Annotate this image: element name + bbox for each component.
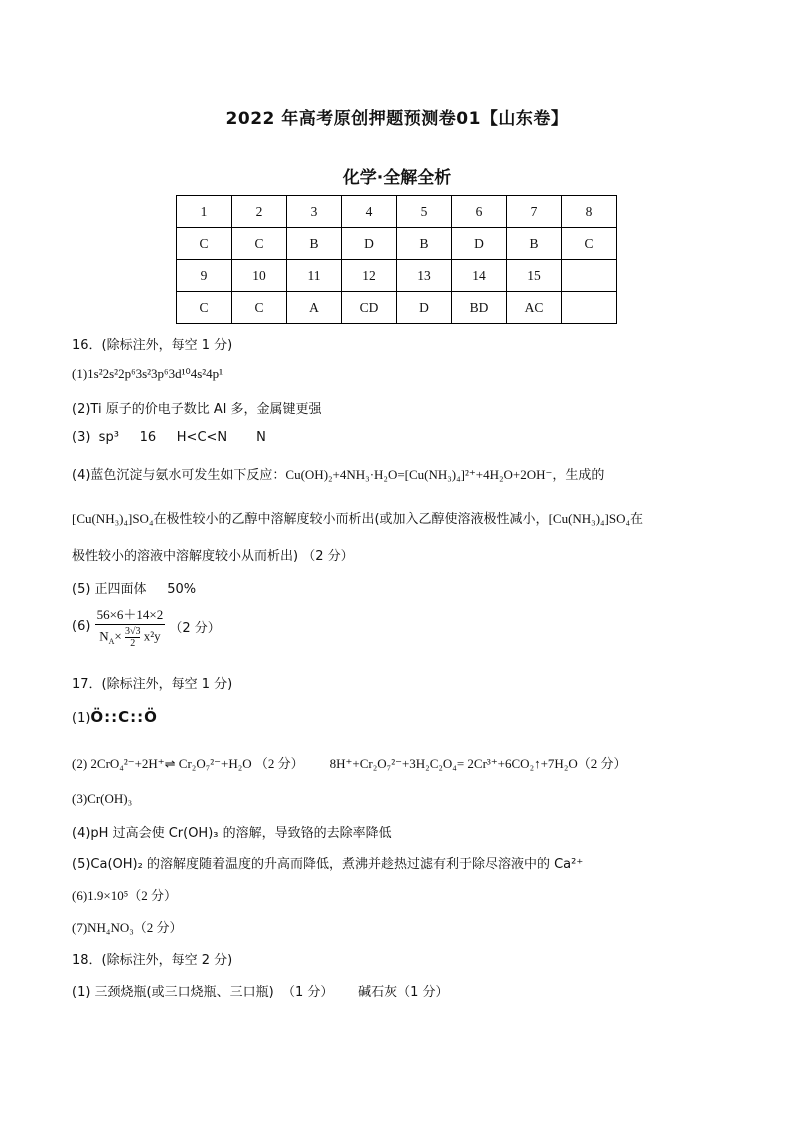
answer-table-cell: BD [452,292,507,324]
q16-answer-4-mid: ，生成的 [552,468,605,483]
answer-table-cell: 7 [507,196,562,228]
answer-table-cell: C [232,228,287,260]
answer-table-cell: 12 [342,260,397,292]
q16-answer-4-intro: (4)蓝色沉淀与氨水可发生如下反应： [72,468,286,483]
q16-answer-6 [72,604,221,649]
q17-answer-7: (7)NH₄NO₃（2 分） [72,920,183,935]
q16-answer-3: (3) sp³ 16 H<C<N N [72,430,266,445]
answer-table-cell: C [232,292,287,324]
answer-table-cell: 10 [232,260,287,292]
document-subtitle: 化学·全解全析 [342,168,452,188]
fraction-denominator: $N_A\times$ $\frac{3√3}{2} x^2y$ [99,626,161,649]
answer-table-cell: 1 [177,196,232,228]
answer-table-cell: C [562,228,617,260]
answer-table-cell: 9 [177,260,232,292]
q16-answer-4-salt: [Cu(NH₃)₄]SO₄ [72,511,154,526]
answer-table-cell: CD [342,292,397,324]
q16-answer-6-label: (6) [72,619,91,634]
answer-table-row [177,260,617,292]
answer-table-cell: 14 [452,260,507,292]
fraction-numerator: 56×6＋14×2 [95,604,166,625]
q16-answer-4-line2 [72,508,643,527]
q16-header: 16．(除标注外，每空 1 分) [72,338,233,353]
q17-answer-4: (4)pH 过高会使 Cr(OH)₃ 的溶解，导致铬的去除率降低 [72,826,392,841]
answer-table-cell: C [177,292,232,324]
answer-table-cell: 15 [507,260,562,292]
answer-table-cell: AC [507,292,562,324]
q18-header: 18．(除标注外，每空 2 分) [72,953,233,968]
q16-answer-4-tail: 在 [630,512,644,527]
q17-answer-3: (3)Cr(OH)₃ [72,791,133,806]
q17-answer-1: (1)Ö::C::Ö [72,708,158,726]
answer-table-cell: B [287,228,342,260]
q16-answer-4-text: 在极性较小的乙醇中溶解度较小而析出(或加入乙醇使溶液极性减小， [153,512,549,527]
answer-table-cell: A [287,292,342,324]
answer-table-cell: 11 [287,260,342,292]
q17-answer-6: (6)1.9×10⁵（2 分） [72,888,178,903]
q17-answer-2-equilibrium: (2) 2CrO₄²⁻+2H⁺⇌ Cr₂O₇²⁻+H₂O （2 分） [72,756,304,771]
answer-table-cell: 4 [342,196,397,228]
answer-table-row [177,228,617,260]
answer-table-cell: D [452,228,507,260]
q17-answer-2 [72,753,627,772]
answer-table-cell: D [397,292,452,324]
q16-answer-5: (5) 正四面体 50% [72,582,197,597]
q18-answer-1: (1) 三颈烧瓶(或三口烧瓶、三口瓶) （1 分） 碱石灰（1 分） [72,985,449,1000]
q16-answer-2: (2)Ti 原子的价电子数比 Al 多，金属键更强 [72,402,322,417]
answer-table-cell: 13 [397,260,452,292]
answer-table-cell [562,292,617,324]
q17-header: 17．(除标注外，每空 1 分) [72,677,233,692]
answer-table-cell [562,260,617,292]
answer-table-cell: 3 [287,196,342,228]
q16-answer-1: (1)1s²2s²2p⁶3s²3p⁶3d¹⁰4s²4p¹ [72,366,224,381]
answer-table-row [177,196,617,228]
co2-electron-formula: Ö::C::Ö [90,708,158,726]
q17-answer-5: (5)Ca(OH)₂ 的溶解度随着温度的升高而降低，煮沸并趁热过滤有利于除尽溶液中的 Ca²⁺ [72,857,584,872]
q16-answer-4-equation: Cu(OH)₂+4NH₃·H₂O=[Cu(NH₃)₄]²⁺+4H₂O+2OH⁻ [285,467,553,482]
density-fraction [95,604,166,649]
answer-table-cell: 8 [562,196,617,228]
root-fraction: $\frac{3√3}{2}$ [124,626,141,649]
answer-table-cell: C [177,228,232,260]
q16-answer-6-score: （2 分） [169,621,221,636]
answer-table-cell: 2 [232,196,287,228]
q16-answer-4-salt-repeat: [Cu(NH₃)₄]SO₄ [548,511,631,526]
answer-table-cell: 6 [452,196,507,228]
answer-table-cell: D [342,228,397,260]
answer-table-cell: B [507,228,562,260]
answer-table [176,195,617,324]
q16-answer-4-line3: 极性较小的溶液中溶解度较小从而析出) （2 分） [72,549,354,564]
document-title: 2022 年高考原创押题预测卷01【山东卷】 [225,109,569,129]
answer-table-cell: B [397,228,452,260]
q16-answer-4-line1 [72,464,604,483]
answer-table-row [177,292,617,324]
q17-answer-2-redox: 8H⁺+Cr₂O₇²⁻+3H₂C₂O₄= 2Cr³⁺+6CO₂↑+7H₂O（2 分） [329,756,627,771]
answer-table-cell: 5 [397,196,452,228]
